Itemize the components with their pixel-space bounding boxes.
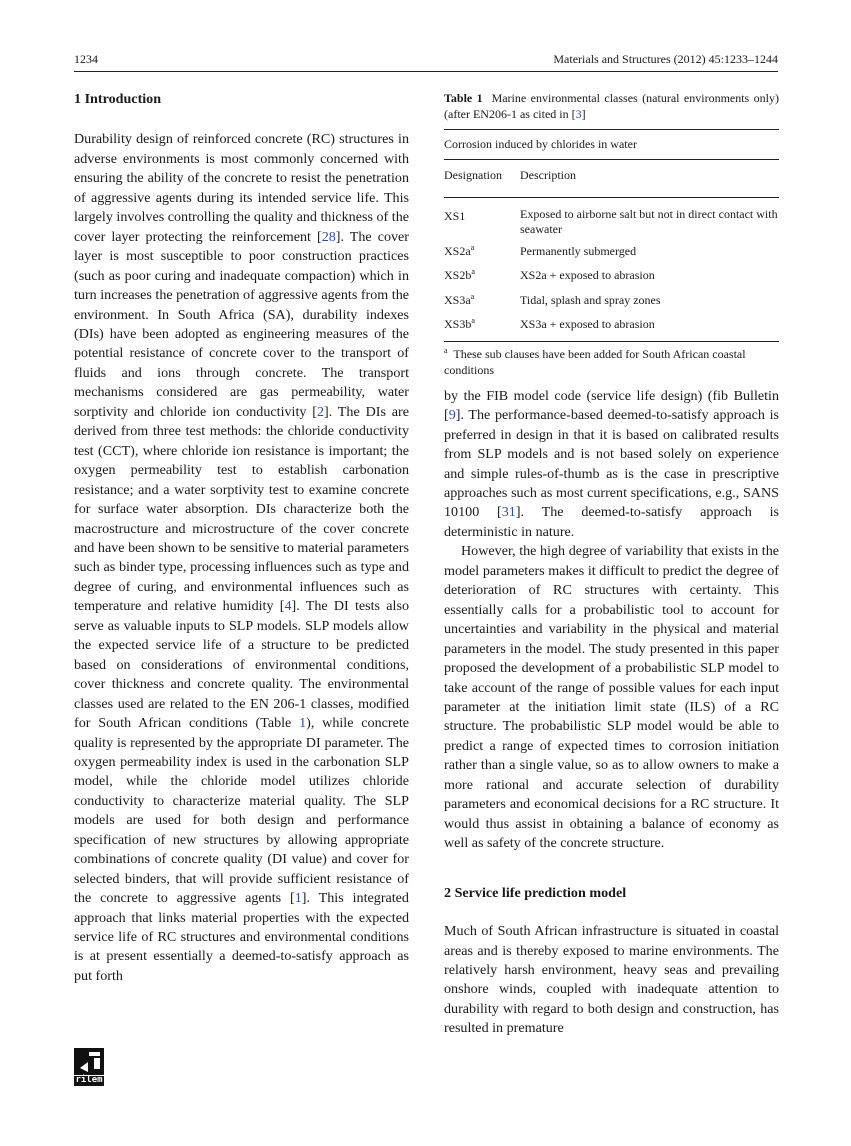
environment-classes-table	[444, 129, 779, 342]
section-1-heading: 1 Introduction	[74, 91, 162, 107]
rilem-logo-icon	[74, 1048, 104, 1086]
section-2-paragraph-1: Much of South African infrastructure is situated in coastal areas and is thereby exposed to marine environments. The relatively harsh environment, heavy seas and prevailing onshore winds, coupled with inadequate attention to durability with regard to both design and construction, has resulted in premature	[444, 923, 779, 1037]
table-1-caption: Table 1 Marine environmental classes (natural environments only) (after EN206-1 as cited in [3]	[444, 91, 779, 121]
reference-link-9[interactable]: 9	[448, 407, 456, 424]
left-column	[74, 90, 409, 986]
table-row: $XS3b^a$ XS3a + exposed to abrasion	[444, 316, 655, 332]
reference-link-4[interactable]: 4	[284, 598, 292, 615]
intro-paragraph-2: by the FIB model code (service life design) (fib Bulletin [9]. The performance-based deemed-to-satisfy approach is preferred in design in that it is based on calibrated results from SLP models and is not based solely on experience and simple rules-of-thumb as is the case in prescriptive approaches such as most current specifications, e.g., SANS 10100 [31]. The deemed-to-satisfy approach is deterministic in nature.	[444, 387, 780, 540]
intro-paragraph-3: However, the high degree of variability that exists in the model parameters makes it difficult to predict the degree of deterioration of RC structures with certainty. This essentially calls for a probabilistic tool to account for uncertainties and variability in the physical and material parameters in the model. The study presented in this paper proposed the development of a probabilistic SLP model to take account of the range of possible values for each input parameter at the initiation limit state (ILS) of a RC structure. The probabilistic SLP model would be able to predict a range of expected times to corrosion initiation rather than a single value, so as to allow owners to make a more rational and accurate selection of durability parameters and economical decisions for a RC structure. It would thus assist in obtaining a balance of economy as well as safety of the concrete structure.	[444, 543, 779, 852]
right-column	[444, 90, 779, 1039]
section-2-heading: 2 Service life prediction model	[444, 884, 627, 901]
reference-link-1[interactable]: 1	[294, 890, 302, 907]
reference-link-28[interactable]: 28	[321, 228, 336, 245]
reference-link-2[interactable]: 2	[316, 403, 324, 420]
table-row: $XS2a^a$ Permanently submerged	[444, 242, 637, 258]
table-1-link[interactable]: 1	[299, 715, 307, 732]
table-1-footnote: $^a$ These sub clauses have been added for South African coastal conditions	[444, 345, 746, 377]
column-header-description: Description	[520, 168, 576, 183]
header-rule	[74, 71, 778, 72]
table-1	[444, 90, 779, 378]
page-number: 1234	[74, 52, 98, 66]
journal-citation: Materials and Structures (2012) 45:1233–1244	[553, 52, 778, 66]
reference-link-3[interactable]: 3	[575, 107, 582, 121]
table-row: XS1 Exposed to airborne salt but not in direct contact with seawater	[444, 197, 779, 237]
rilem-logo-text: rilem	[75, 1075, 103, 1085]
table-row: $XS3a^a$ Tidal, splash and spray zones	[444, 291, 661, 307]
table-row: $XS2b^a$ XS2a + exposed to abrasion	[444, 267, 655, 283]
column-header-designation: Designation	[444, 168, 502, 183]
reference-link-31[interactable]: 31	[501, 504, 516, 521]
intro-paragraph-1: Durability design of reinforced concrete (RC) structures in adverse environments is most commonly concerned with ensuring the ability of the concrete to resist the penetration of aggressive agents during its intended service life. This largely involves controlling the quality and thickness of the cover layer protecting the reinforcement [28]. The cover layer is most susceptible to poor construction practices (such as poor curing and inadequate compaction) which in turn increases the penetration of aggressive agents from the environment. In South Africa (SA), durability indexes (DIs) have been adopted as engineering measures of the potential resistance of concrete cover to the transport of fluids and ions through concrete. The transport mechanisms considered are gas permeability, water sorptivity and chloride ion conductivity [2]. The DIs are derived from three test methods: the chloride conductivity test (CCT), where chloride ion resistance is important; the oxygen permeability test to establish carbonation resistance; and a water sorptivity test to examine concrete for surface water absorption. DIs characterize both the macrostructure and microstructure of the cover concrete and have been shown to be sensitive to material parameters such as binder type, processing influences such as type and degree of curing, and environmental influences such as temperature and relative humidity [4]. The DI tests also serve as valuable inputs to SLP models. SLP models allow the expected service life of a structure to be predicted based on considerations of environmental conditions, cover thickness and concrete quality. The environmental classes used are related to the EN 206-1 classes, modified for South African conditions (Table 1), while concrete quality is represented by the appropriate DI parameter. The oxygen permeability index is used in the carbonation SLP model, while the chloride model utilizes chloride conductivity to characterize material quality. The SLP models are used for both design and performance specification of new structures by allowing appropriate combinations of concrete quality (DI value) and cover for selected binders, that will provide sufficient resistance of the concrete to aggressive agents [1]. This integrated approach that links material properties with the expected service life of RC structures and environmental conditions is at present essentially a deemed-to-satisfy approach as put forth	[74, 131, 410, 984]
table-group-header: Corrosion induced by chlorides in water	[444, 137, 637, 151]
